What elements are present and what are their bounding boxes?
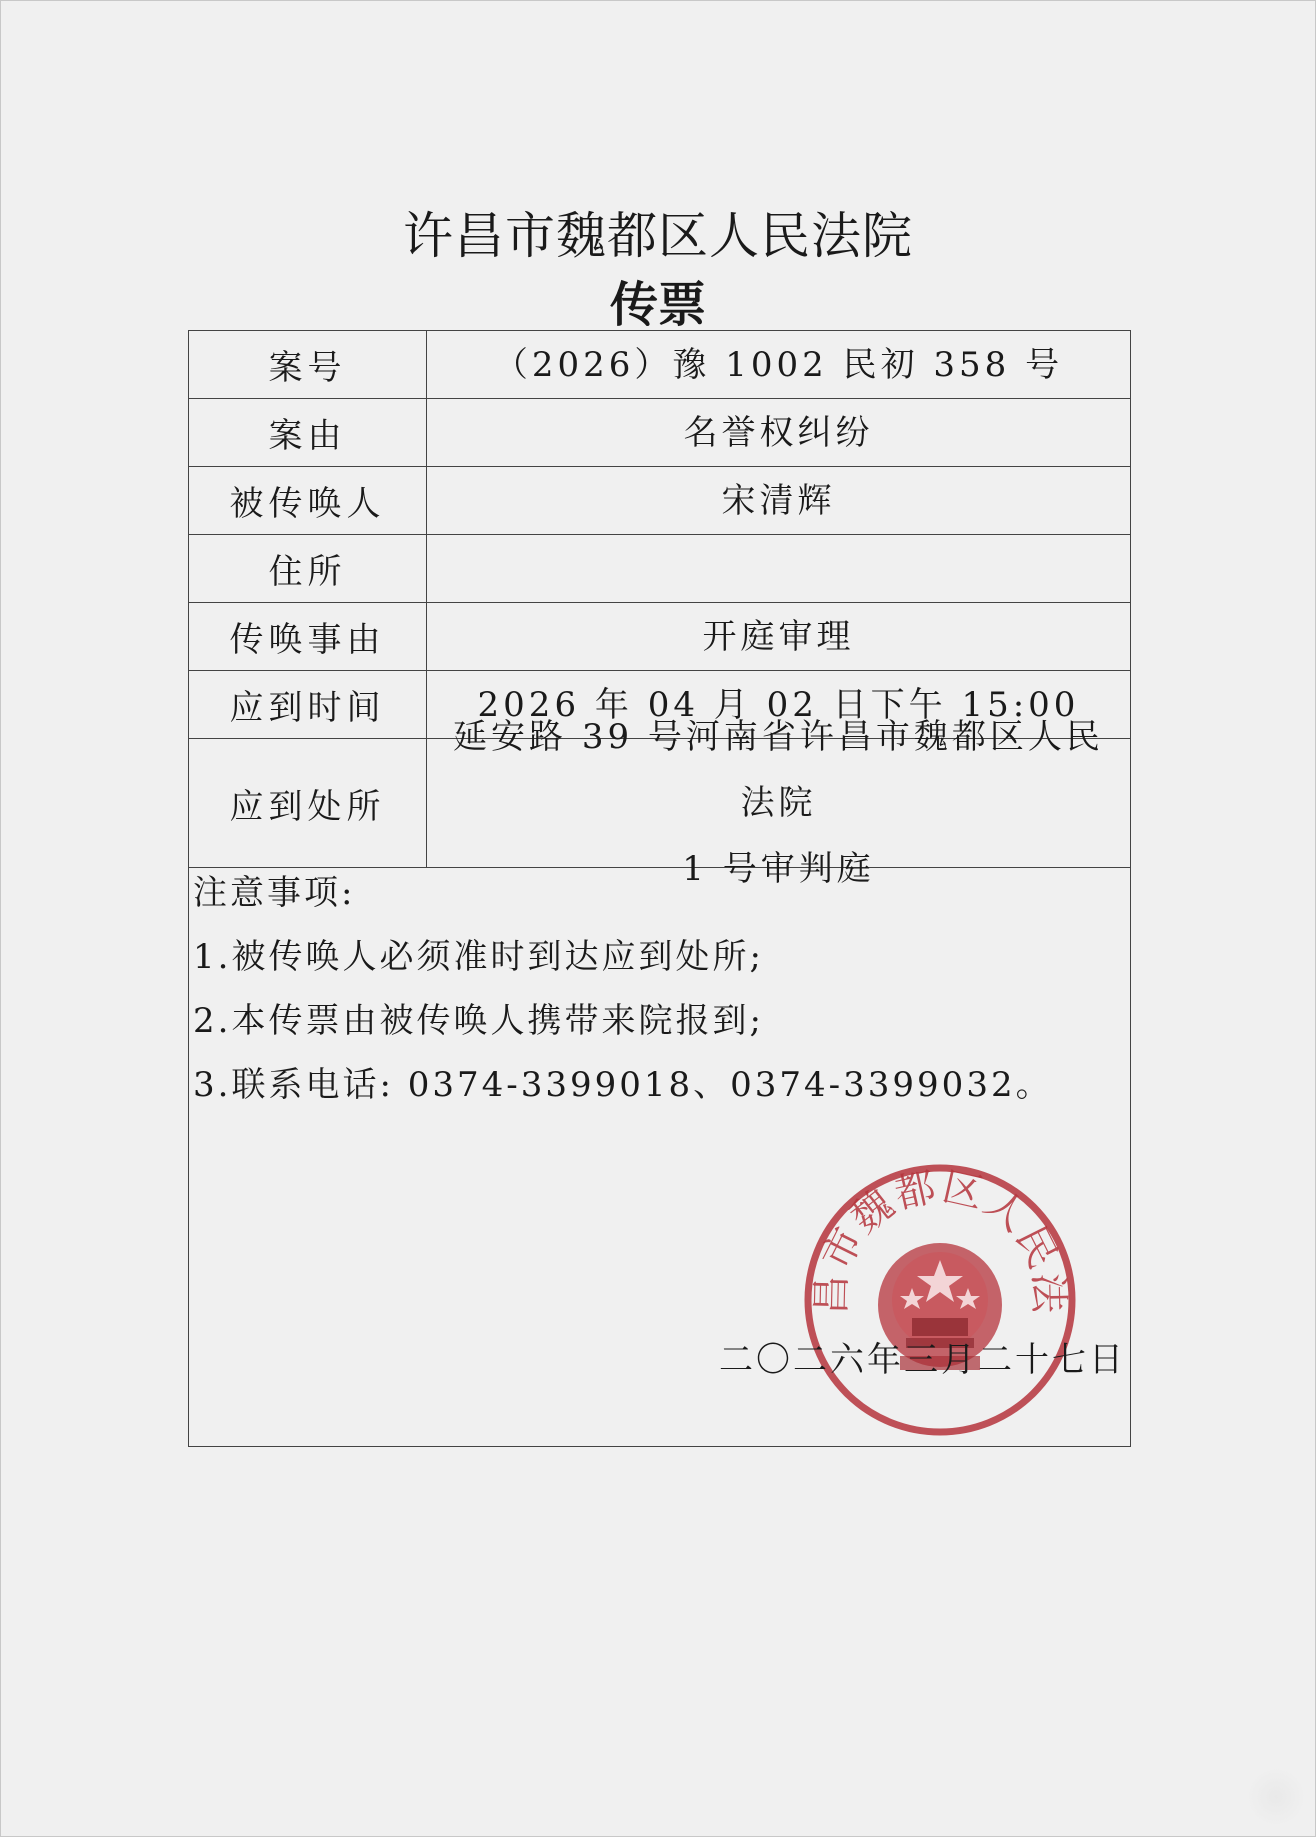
note-item: 3.联系电话: 0374-3399018、0374-3399032。 <box>193 1065 1053 1105</box>
row-residence <box>189 535 1130 603</box>
field-value: 开庭审理 <box>702 616 855 657</box>
national-emblem-icon <box>800 1160 1080 1440</box>
field-value: 宋清辉 <box>721 480 836 521</box>
field-label: 住所 <box>189 535 427 602</box>
row-case-number <box>189 331 1130 399</box>
field-label: 应到时间 <box>189 671 427 738</box>
field-label: 传唤事由 <box>189 603 427 670</box>
page-corner-shadow <box>1246 1767 1306 1827</box>
field-label: 应到处所 <box>189 739 427 867</box>
field-value <box>427 535 1130 602</box>
court-seal <box>800 1160 1080 1440</box>
field-value: 名誉权纠纷 <box>683 412 874 453</box>
field-value-multiline <box>427 717 1130 889</box>
field-value: （2026）豫 1002 民初 358 号 <box>493 344 1064 385</box>
svg-text:许昌市魏都区人民法院: 昌市魏都区人民法 <box>808 1163 1072 1316</box>
issue-date: 二〇二六年三月二十七日 <box>719 1340 1126 1380</box>
court-name-title: 许昌市魏都区人民法院 <box>403 207 913 265</box>
row-summons-reason <box>189 603 1130 671</box>
row-appearance-place <box>189 717 1130 889</box>
notes-heading: 注意事项: <box>193 873 356 913</box>
notes-section <box>193 861 1053 1117</box>
row-case-cause <box>189 399 1130 467</box>
note-item: 2.本传票由被传唤人携带来院报到; <box>193 1001 764 1041</box>
field-value: 2026 年 04 月 02 日下午 15:00 <box>477 684 1080 725</box>
row-summoned-person <box>189 467 1130 535</box>
field-label: 被传唤人 <box>189 467 427 534</box>
document-title: 传票 <box>609 277 706 333</box>
field-value-line: 延安路 39 号河南省许昌市魏都区人民法院 <box>453 717 1104 823</box>
field-label: 案号 <box>189 331 427 398</box>
field-value-line: 1 号审判庭 <box>682 849 875 889</box>
note-item: 1.被传唤人必须准时到达应到处所; <box>193 937 764 977</box>
field-label: 案由 <box>189 399 427 466</box>
